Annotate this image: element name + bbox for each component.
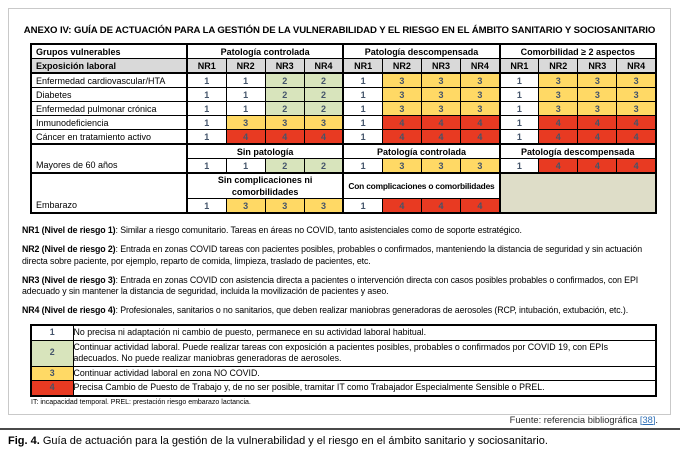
risk-cell: 4 <box>578 130 617 145</box>
nr-header-row <box>31 59 656 74</box>
nr-header: NR1 <box>343 59 382 74</box>
risk-cell: 1 <box>226 102 265 116</box>
risk-cell: 1 <box>187 73 226 88</box>
risk-cell: 1 <box>500 159 539 174</box>
risk-note <box>22 225 662 237</box>
risk-cell: 4 <box>265 130 304 145</box>
risk-cell: 2 <box>265 159 304 174</box>
figure-caption-label: Fig. 4. <box>8 435 40 447</box>
risk-cell: 4 <box>461 199 500 214</box>
source-suffix: . <box>655 414 658 425</box>
risk-cell: 1 <box>187 102 226 116</box>
risk-note-label: NR3 (Nivel de riesgo 3) <box>22 274 116 285</box>
risk-cell: 3 <box>421 73 460 88</box>
risk-cell: 2 <box>265 88 304 102</box>
risk-cell: 1 <box>187 159 226 174</box>
legend-table <box>30 324 657 397</box>
risk-note-label: NR1 (Nivel de riesgo 1) <box>22 225 116 235</box>
risk-cell: 3 <box>461 73 500 88</box>
legend-level-cell: 3 <box>31 366 73 381</box>
risk-cell: 3 <box>578 73 617 88</box>
figure-caption <box>8 434 672 448</box>
table-row <box>31 130 656 145</box>
group-header-controlada: Patología controlada <box>187 44 343 59</box>
risk-cell: 3 <box>421 159 460 174</box>
figure-panel <box>8 8 671 425</box>
risk-cell: 3 <box>539 73 578 88</box>
legend-level-cell: 2 <box>31 340 73 366</box>
risk-cell: 3 <box>304 199 343 214</box>
risk-cell: 4 <box>617 130 656 145</box>
risk-note-label: NR2 (Nivel de riesgo 2) <box>22 244 116 254</box>
nr-header: NR2 <box>382 59 421 74</box>
risk-cell: 2 <box>304 159 343 174</box>
risk-note <box>22 305 662 317</box>
figure-caption-text: Guía de actuación para la gestión de la vulnerabilidad y el riesgo en el ámbito sanitario y sociosanitario. <box>39 435 548 447</box>
pregnancy-subheader-row <box>31 173 656 199</box>
risk-note-text: : Similar a riesgo comunitario. Tareas en áreas no COVID, tanto asistenciales como de soporte estratégico. <box>115 225 522 235</box>
legend-row <box>31 366 656 381</box>
caption-divider <box>0 428 680 430</box>
reference-link[interactable]: [38] <box>639 414 656 425</box>
risk-cell: 3 <box>578 102 617 116</box>
legend-text-cell: No precisa ni adaptación ni cambio de puesto, permanece en su actividad laboral habitual. <box>73 325 656 340</box>
row-label: Cáncer en tratamiento activo <box>31 130 187 145</box>
risk-note-label: NR4 (Nivel de riesgo 4) <box>22 305 116 315</box>
legend-footnote: IT: incapacidad temporal. PREL: prestación riesgo embarazo lactancia. <box>31 398 251 406</box>
nr-header: NR1 <box>187 59 226 74</box>
table-row <box>31 102 656 116</box>
risk-cell: 4 <box>539 116 578 130</box>
nr-header: NR4 <box>617 59 656 74</box>
risk-cell: 2 <box>304 102 343 116</box>
group-header-row <box>31 44 656 59</box>
risk-cell: 1 <box>343 73 382 88</box>
risk-cell: 3 <box>461 88 500 102</box>
risk-cell: 4 <box>382 130 421 145</box>
risk-cell: 2 <box>304 73 343 88</box>
risk-cell: 1 <box>500 73 539 88</box>
risk-cell: 3 <box>382 88 421 102</box>
nr-header: NR3 <box>265 59 304 74</box>
legend-level-cell: 1 <box>31 325 73 340</box>
legend-row <box>31 381 656 396</box>
legend-row <box>31 325 656 340</box>
risk-cell: 1 <box>187 130 226 145</box>
risk-note-text: : Entrada en zonas COVID tareas con pacientes posibles, probables o confirmados, manteniendo la distancia de seguridad y sin actuación directa sobre paciente, por ejemplo, reparto de comida, limpieza, traslado de pacientes, etc. <box>22 244 642 266</box>
subheader-cell: Patología descompensada <box>500 144 656 159</box>
nr-header: NR4 <box>304 59 343 74</box>
risk-cell: 1 <box>343 102 382 116</box>
risk-note <box>22 275 662 298</box>
figure-title: ANEXO IV: GUÍA DE ACTUACIÓN PARA LA GESTIÓN DE LA VULNERABILIDAD Y EL RIESGO EN EL ÁMBITO SANITARIO Y SOCIOSANITARIO <box>23 25 656 36</box>
risk-cell: 4 <box>461 130 500 145</box>
risk-cell: 1 <box>343 199 382 214</box>
risk-cell: 1 <box>343 116 382 130</box>
age-subheader-row <box>31 144 656 159</box>
subheader-cell: Sin patología <box>187 144 343 159</box>
subheader-cell: Patología controlada <box>343 144 499 159</box>
nr-header: NR2 <box>539 59 578 74</box>
risk-level-notes <box>22 225 662 317</box>
risk-cell: 4 <box>617 159 656 174</box>
nr-header: NR1 <box>500 59 539 74</box>
risk-cell: 4 <box>461 116 500 130</box>
nr-header: NR3 <box>421 59 460 74</box>
row-label: Diabetes <box>31 88 187 102</box>
risk-cell: 3 <box>226 116 265 130</box>
risk-cell: 1 <box>187 199 226 214</box>
risk-cell: 4 <box>382 116 421 130</box>
risk-cell: 1 <box>226 88 265 102</box>
row-label: Enfermedad pulmonar crónica <box>31 102 187 116</box>
subheader-cell: Sin complicaciones ni comorbilidades <box>187 173 343 199</box>
risk-cell: 4 <box>578 159 617 174</box>
table-row <box>31 73 656 88</box>
risk-cell: 4 <box>539 159 578 174</box>
risk-cell: 1 <box>226 159 265 174</box>
risk-cell: 3 <box>578 88 617 102</box>
legend-text-cell: Continuar actividad laboral. Puede realizar tareas con exposición a pacientes posibles, probables o confirmados por COVID 19, con EPIs adecuados. No puede realizar maniobras generadoras de aerosoles. <box>73 340 656 366</box>
risk-cell: 3 <box>461 159 500 174</box>
risk-note-text: : Profesionales, sanitarios o no sanitarios, que deben realizar maniobras generadoras de aerosoles (RCP, intubación, extubación, etc.). <box>115 305 629 315</box>
risk-cell: 3 <box>265 199 304 214</box>
row-label: Inmunodeficiencia <box>31 116 187 130</box>
risk-cell: 4 <box>421 199 460 214</box>
corner-bottom-header: Exposición laboral <box>31 59 187 74</box>
source-prefix: Fuente: referencia bibliográfica <box>509 414 640 425</box>
risk-note <box>22 244 662 267</box>
risk-cell: 4 <box>226 130 265 145</box>
legend-text-cell: Continuar actividad laboral en zona NO COVID. <box>73 366 656 381</box>
risk-cell: 3 <box>226 199 265 214</box>
risk-cell: 4 <box>304 130 343 145</box>
risk-cell: 1 <box>500 102 539 116</box>
risk-cell: 2 <box>304 88 343 102</box>
risk-cell: 3 <box>539 102 578 116</box>
risk-cell: 1 <box>343 159 382 174</box>
risk-cell: 3 <box>304 116 343 130</box>
risk-cell: 1 <box>187 88 226 102</box>
table-row <box>31 88 656 102</box>
nr-header: NR3 <box>578 59 617 74</box>
corner-top-header: Grupos vulnerables <box>31 44 187 59</box>
risk-cell: 1 <box>500 130 539 145</box>
row-label: Enfermedad cardiovascular/HTA <box>31 73 187 88</box>
risk-cell: 3 <box>461 102 500 116</box>
risk-cell: 3 <box>617 73 656 88</box>
risk-cell: 1 <box>187 116 226 130</box>
risk-cell: 4 <box>539 130 578 145</box>
risk-cell: 4 <box>421 130 460 145</box>
legend-row <box>31 340 656 366</box>
risk-cell: 3 <box>617 102 656 116</box>
risk-cell: 4 <box>382 199 421 214</box>
risk-cell: 2 <box>265 102 304 116</box>
risk-cell: 1 <box>500 88 539 102</box>
risk-cell: 3 <box>382 159 421 174</box>
table-row <box>31 116 656 130</box>
risk-cell: 4 <box>617 116 656 130</box>
risk-cell: 4 <box>578 116 617 130</box>
empty-cell <box>500 173 656 213</box>
group-header-comorbilidad: Comorbilidad ≥ 2 aspectos <box>500 44 656 59</box>
row-label: Mayores de 60 años <box>31 144 187 173</box>
risk-cell: 1 <box>343 88 382 102</box>
nr-header: NR2 <box>226 59 265 74</box>
row-label: Embarazo <box>31 173 187 213</box>
risk-cell: 4 <box>421 116 460 130</box>
risk-matrix-table <box>30 43 657 214</box>
subheader-cell: Con complicaciones o comorbilidades <box>343 173 499 199</box>
risk-cell: 2 <box>265 73 304 88</box>
risk-cell: 1 <box>226 73 265 88</box>
risk-cell: 3 <box>617 88 656 102</box>
legend-level-cell: 4 <box>31 381 73 396</box>
risk-cell: 3 <box>265 116 304 130</box>
source-line <box>9 415 658 425</box>
risk-note-text: : Entrada en zonas COVID con asistencia directa a pacientes o intervención directa con casos posibles probables o confirmados, con EPI adecuado y sin mantener la distancia de seguridad, incluida la movilización de pacientes y aseo. <box>22 274 639 296</box>
risk-cell: 3 <box>539 88 578 102</box>
risk-cell: 3 <box>382 73 421 88</box>
nr-header: NR4 <box>461 59 500 74</box>
risk-cell: 1 <box>343 130 382 145</box>
group-header-descompensada: Patología descompensada <box>343 44 499 59</box>
risk-cell: 3 <box>382 102 421 116</box>
risk-cell: 3 <box>421 88 460 102</box>
risk-cell: 3 <box>421 102 460 116</box>
legend-text-cell: Precisa Cambio de Puesto de Trabajo y, de no ser posible, tramitar IT como Trabajador Especialmente Sensible o PREL. <box>73 381 656 396</box>
risk-cell: 1 <box>500 116 539 130</box>
